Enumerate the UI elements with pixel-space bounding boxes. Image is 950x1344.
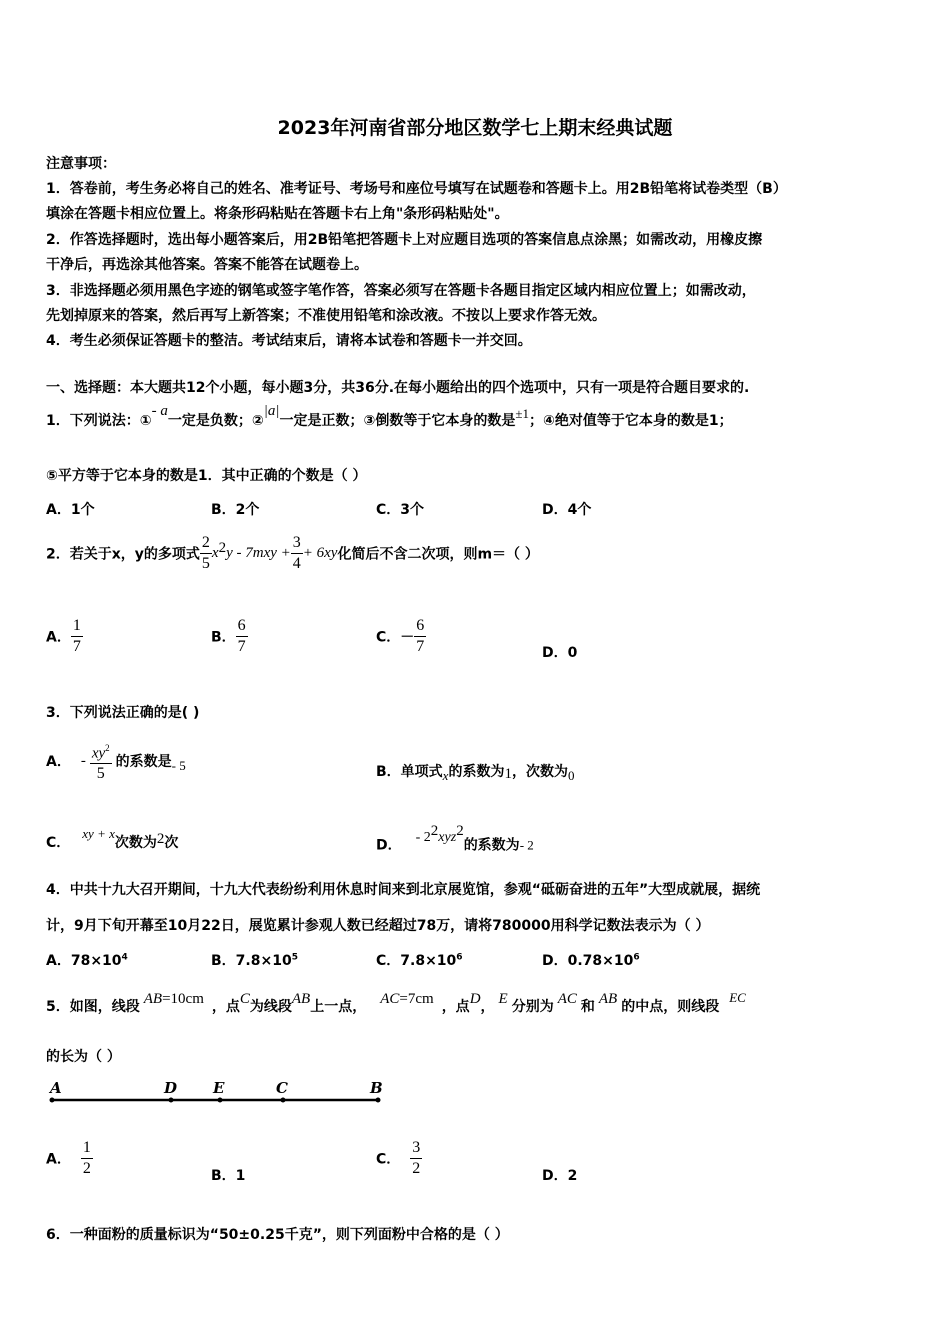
point-e — [218, 1098, 223, 1103]
segment-figure — [40, 1076, 400, 1112]
question-5-line-2: 的长为（ ） — [46, 1049, 121, 1065]
q3-option-b: B．单项式x的系数为1，次数为0 — [376, 764, 575, 783]
note-1a: 1．答卷前，考生务必将自己的姓名、准考证号、考场号和座位号填写在试题卷和答题卡上。用2B铅笔将试卷类型（B） — [46, 181, 787, 197]
question-1-stem — [46, 403, 733, 430]
point-c — [281, 1098, 286, 1103]
q5-option-d: D．2 — [542, 1168, 578, 1184]
label-e: E — [213, 1079, 225, 1097]
q2-a-frac: $\frac{1}{7}$ — [72, 617, 81, 655]
question-4-line-1: 4．中共十九大召开期间，十九大代表纷纷利用休息时间来到北京展览馆，参观“砥砺奋进的五年”大型成就展，据统 — [46, 882, 761, 898]
q1-expr-neg-a: - a — [151, 403, 168, 419]
question-1-line-2: ⑤平方等于它本身的数是1．其中正确的个数是（ ） — [46, 468, 367, 484]
section-heading: 一、选择题：本大题共12个小题，每小题3分，共36分.在每小题给出的四个选项中，只有一项是符合题目要求的. — [46, 380, 750, 396]
q1-option-b: B．2个 — [211, 502, 260, 518]
label-a: A — [50, 1079, 62, 1097]
q1-option-d: D．4个 — [542, 502, 592, 518]
point-b — [376, 1098, 381, 1103]
q1-text-3: 一定是正数；③倒数等于它本身的数是 — [279, 413, 516, 429]
q2-expr-x: x — [211, 545, 219, 561]
q2-option-a: A． $\frac{1}{7}$ — [46, 617, 81, 655]
q1-expr-abs-a: |a| — [263, 403, 280, 419]
label-b: B — [370, 1079, 383, 1097]
q2-text-2: 化简后不含二次项，则m＝（ ） — [337, 546, 539, 563]
q3-option-d: D．- $2^2xyz^2$的系数为- 2 — [376, 823, 534, 854]
note-4: 4．考生必须保证答题卡的整洁。考试结束后，请将本试卷和答题卡一并交回。 — [46, 333, 532, 349]
question-6-stem: 6．一种面粉的质量标识为“50±0.25千克”，则下列面粉中合格的是（ ） — [46, 1227, 509, 1243]
q1-option-c: C．3个 — [376, 502, 425, 518]
q5-option-a: A． $\frac{1}{2}$ — [46, 1139, 91, 1177]
q1-text-1: 1．下列说法：① — [46, 413, 152, 429]
q2-frac-3-4: $\frac{3}{4}$ — [292, 534, 301, 572]
q4-option-a: A．$78\times 10^4$ — [46, 952, 128, 969]
q1-text-2: 一定是负数；② — [167, 413, 264, 429]
q4-option-d: D．$0.78\times 10^6$ — [542, 952, 640, 969]
q2-b-frac: $\frac{6}{7}$ — [237, 617, 246, 655]
q5-a-frac: $\frac{1}{2}$ — [82, 1139, 91, 1177]
q2-expr-end: + 6xy — [302, 545, 338, 561]
question-5-stem: 5．如图，线段 AB=10cm ，点C为线段AB上一点， AC=7cm ，点D， E 分别为 AC 和 AB 的中点，则线段EC — [46, 990, 746, 1015]
q5-option-b: B．1 — [211, 1168, 246, 1184]
q2-frac-2-5: $\frac{2}{5}$ — [201, 534, 210, 572]
q1-expr-pm1: ±1 — [515, 406, 529, 421]
q2-c-frac: $\frac{6}{7}$ — [416, 617, 425, 655]
q5-c-frac: $\frac{3}{2}$ — [412, 1139, 421, 1177]
point-d — [169, 1098, 174, 1103]
question-4-line-2: 计，9月下旬开幕至10月22日，展览累计参观人数已经超过78万，请将780000用科学记数法表示为（ ） — [46, 918, 710, 934]
q2-expr-middle: y - 7mxy + — [226, 545, 291, 561]
label-c: C — [276, 1079, 288, 1097]
q5-option-c: C． $\frac{3}{2}$ — [376, 1139, 421, 1177]
q2-expr-exp: 2 — [218, 539, 227, 556]
note-2b: 干净后，再选涂其他答案。答案不能答在试题卷上。 — [46, 257, 368, 273]
q2-option-d: D．0 — [542, 645, 578, 661]
note-1b: 填涂在答题卡相应位置上。将条形码粘贴在答题卡右上角"条形码粘贴处"。 — [46, 206, 509, 222]
q2-text-1: 2．若关于x，y的多项式 — [46, 546, 200, 563]
q3-a-value: - 5 — [171, 758, 186, 774]
question-3-stem: 3．下列说法正确的是( ) — [46, 705, 200, 721]
q4-option-c: C．$7.8\times 10^6$ — [376, 952, 463, 969]
q1-text-4: ；④绝对值等于它本身的数是1； — [528, 413, 733, 429]
q3-option-a: A． - $\frac{xy^2}{5}$ 的系数是- 5 — [46, 738, 186, 784]
q1-option-a: A．1个 — [46, 502, 95, 518]
q3-option-c: C．xy + x次数为2次 — [46, 826, 179, 851]
q3-a-frac: $\frac{xy^2}{5}$ — [91, 743, 110, 783]
label-d: D — [164, 1079, 178, 1097]
note-2a: 2．作答选择题时，选出每小题答案后，用2B铅笔把答题卡上对应题目选项的答案信息点涂黑；如需改动，用橡皮擦 — [46, 232, 763, 248]
notes-heading: 注意事项： — [46, 156, 116, 172]
question-2-stem — [46, 533, 539, 574]
point-a — [50, 1098, 55, 1103]
note-3a: 3．非选择题必须用黑色字迹的钢笔或签字笔作答，答案必须写在答题卡各题目指定区域内相应位置上；如需改动， — [46, 283, 756, 299]
q2-option-b: B． $\frac{6}{7}$ — [211, 617, 246, 655]
note-3b: 先划掉原来的答案，然后再写上新答案；不准使用铅笔和涂改液。不按以上要求作答无效。 — [46, 308, 606, 324]
page-title: 2023年河南省部分地区数学七上期末经典试题 — [277, 117, 673, 139]
q2-option-c: C．－ $\frac{6}{7}$ — [376, 617, 425, 655]
q4-option-b: B．$7.8\times 10^5$ — [211, 952, 298, 969]
